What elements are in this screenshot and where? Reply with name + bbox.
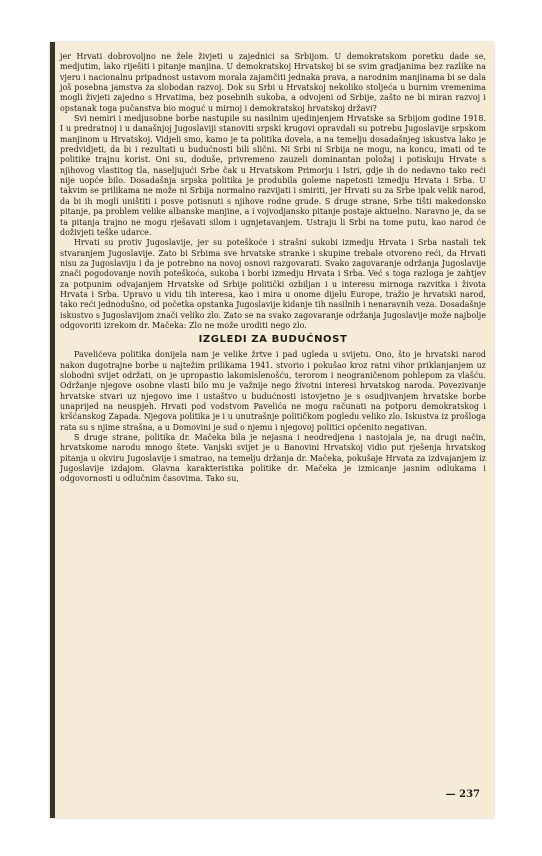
section-heading: IZGLEDI ZA BUDUĆNOST [198,334,348,346]
page-text [60,52,486,485]
paragraph: S druge strane, politika dr. Mačeka bila je nejasna i neodredjena i nastojala je, na drugi način, hrvatskome narodu mnogo štete. Vanjski svijet je u Banovini Hrvatskoj vidio put rješenja hrvatskog pitanja u okviru Jugoslavije i smatrao, na temelju držanja dr. Mačeka, pokušaje Hrvata za izdvajanjem iz Jugoslavije izdajom. Glavna karakteristika politike dr. Mačeka je izmicanje jasnim odlukama i odgovornosti u odlučnim časovima. Tako su, [60,433,486,484]
paragraph: Pavelićeva politika donijela nam je velike žrtve i pad ugleda u svijetu. Ono, što je hrvatski narod nakon dugotrajne borbe u najtežim prilikama 1941. stvorio i pokušao kroz ratni vihor priklanjanjem uz slobodni svijet održati, on je upropastio lakomislenošću, terorom i neograničenom pohlepom za vlašću. Održanje njegove osobne vlasti bilo mu je važnije nego životni interesi hrvatskog naroda. Povezivanje hrvatske stvari uz njegovo ime i ustaštvo u budućnosti istovjetno je s osudjivanjem hrvatske borbe unaprijed na neuspjeh. Hrvati pod vodstvom Pavelića ne mogu računati na potporu demokratskog i kršćanskog Zapada. Njegova politika je i u unutrašnje političkom pogledu veliko zlo. Iskustva iz prošloga rata su s njime strašna, a u Domovini je sud o njemu i njegovoj politici općenito negativan. [60,350,486,432]
binding-gutter [50,42,55,818]
page-number: — 237 [445,789,480,800]
paragraph: jer Hrvati dobrovoljno ne žele živjeti u zajednici sa Srbijom. U demokratskom poretku dade se, medjutim, lako riješiti i pitanje manjina. U demokratskoj Hrvatskoj bi se svim gradjanima bez razlike na vjeru i nacionalnu pripadnost ustavom morala zajamčiti jednaka prava, a narodnim manjinama bi se dala još posebna jamstva za slobodan razvoj. Dok su Srbi u Hrvatskoj nekoliko stoljeća u burnim vremenima mogli živjeti zajedno s Hrvatima, bez posebnih sukoba, a odvojeni od Srbije, zašto ne bi miran razvoj i opstanak toga pučanstva bio moguć u mirnoj i demokratskoj hrvatskoj državi? [60,52,486,113]
paragraph: Svi nemiri i medjusobne borbe nastupile su nasilnim ujedinjenjem Hrvatske sa Srbijom godine 1918. I u predratnoj i u današnjoj Jugoslaviji stanoviti srpski krugovi opravdali su potrebu Jugoslavije srpskom manjinom u Hrvatskoj. Vidjeli smo, kamo je ta politika dovela, a na temelju dosadašnjeg iskustva lako je predvidjeti, da bi i rezultati u budućnosti bili slični. Ni Srbi ni Srbija ne mogu, na koncu, imati od te politike trajnu korist. Oni su, doduše, privremeno zauzeli dominantan položaj i potiskuju Hrvate s njihovog vlastitog tla, naseljujući Srbe čak u Hrvatskom Primorju i Istri, gdje ih do nedavno tako reći nije uopće bilo. Dosadašnja srpska politika je produbila goleme napetosti izmedju Hrvata i Srba. U takvim se prilikama ne može ni Srbija normalno razvijati i smiriti, jer Hrvati su za Srbe ipak velik narod, da bi ih mogli uništiti i posve potisnuti s njihove rodne grude. S druge strane, Srbe tišti makedonsko pitanje, pa problem velike albanske manjine, a i vojvodjansko pitanje postaje aktuelno. Naravno je, da se ta pitanja trajno ne mogu rješavati silom i ugnjetavanjem. Ustraju li Srbi na tome putu, kao narod će doživjeti teške udarce. [60,114,486,237]
book-page [50,42,494,818]
paragraph: Hrvati su protiv Jugoslavije, jer su poteškoće i strašni sukobi izmedju Hrvata i Srba nastali tek stvaranjem Jugoslavije. Zato bi Srbima sve hrvatske stranke i skupine trebale otvoreno reći, da Hrvati nisu za Jugoslaviju i da je potrebno na novoj osnovi razgovarati. Svako zagovaranje održanja Jugoslavije znači pogodovanje novih poteškoća, sukoba i borbi izmedju Hrvata i Srba. Već s toga razloga je zahtjev za potpunim odvajanjem Hrvatske od Srbije politički ozbiljan i u interesu mirnoga razvitka i života Hrvata i Srba. Upravo u vidu tih interesa, kao i mira u onome dijelu Europe, tražio je hrvatski narod, tako reći jednodušno, od početka opstanka Jugoslavije kidanje tih nasilnih i nenaravnih veza. Dosadašnje iskustvo s Jugoslavijom znači veliko zlo. Zato se na svako zagovaranje održanja Jugoslavije može najbolje odgovoriti izrekom dr. Mačeka: Zlo ne može uroditi nego zlo. [60,238,486,330]
